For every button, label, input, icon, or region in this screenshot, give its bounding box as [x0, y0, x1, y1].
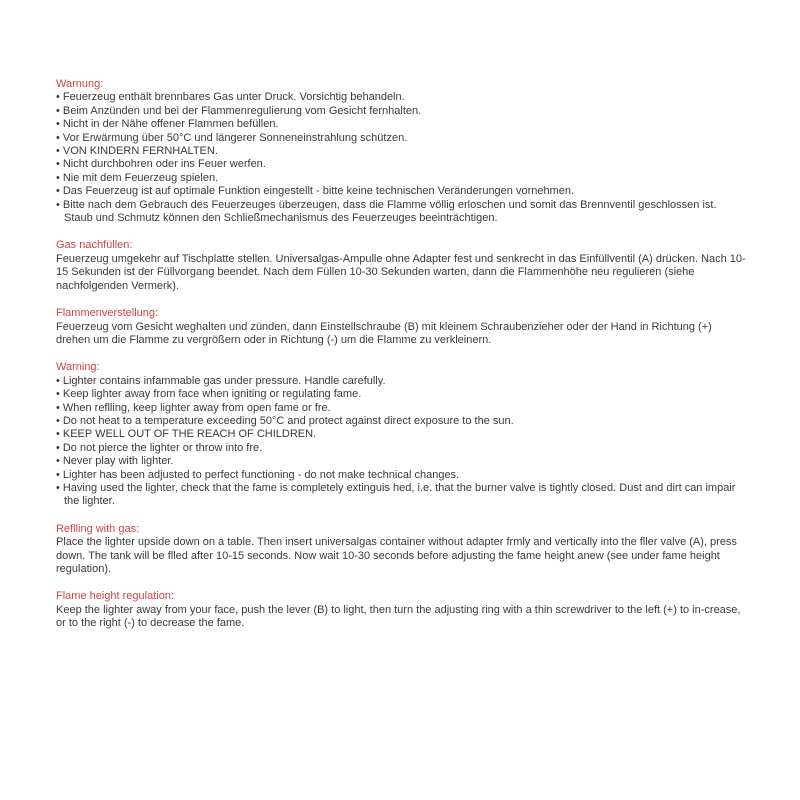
bullet-glyph: • [56, 118, 60, 131]
bullet-glyph: • [56, 481, 60, 494]
bullet-item [56, 482, 748, 509]
bullet-text: Do not heat to a temperature exceeding 50°C and protect against direct exposure to the sun. [62, 414, 514, 427]
section-heading: Warning: [56, 361, 100, 374]
bullet-text: Having used the lighter, check that the fame is completely extinguis hed, i.e. that the burner valve is tightly closed. Dust and dirt can impair the lighter. [62, 481, 736, 508]
bullet-text: Keep lighter away from face when igniting or regulating fame. [62, 388, 362, 401]
section-warnung-de [56, 78, 748, 225]
bullet-item [56, 455, 748, 468]
bullet-text: Nicht durchbohren oder ins Feuer werfen. [62, 158, 266, 171]
bullet-item [56, 145, 748, 158]
bullet-glyph: • [56, 388, 60, 401]
bullet-glyph: • [56, 91, 60, 104]
bullet-glyph: • [56, 468, 60, 481]
bullet-item [56, 428, 748, 441]
bullet-text: Bitte nach dem Gebrauch des Feuerzeuges überzeugen, dass die Flamme völlig erloschen und somit das Brennventil geschlossen ist. Staub und Schmutz können den Schließmechanismus des Feuerzeuges beeinträchtigen. [62, 198, 717, 225]
section-gas-nachfuellen [56, 239, 748, 293]
bullet-text: Nicht in der Nähe offener Flammen befüllen. [62, 118, 279, 131]
bullet-text: Nie mit dem Feuerzeug spielen. [62, 171, 219, 184]
bullet-item [56, 118, 748, 131]
bullet-glyph: • [56, 441, 60, 454]
bullet-glyph: • [56, 455, 60, 468]
bullet-text: Das Feuerzeug ist auf optimale Funktion eingestellt - bitte keine technischen Veränderungen vornehmen. [62, 185, 575, 198]
bullet-glyph: • [56, 198, 60, 211]
bullet-glyph: • [56, 185, 60, 198]
bullet-item [56, 91, 748, 104]
section-paragraph: Feuerzeug umgekehr auf Tischplatte stellen. Universalgas-Ampulle ohne Adapter fest und senkrecht in das Einfüllventil (A) drücken. Nach 10-15 Sekunden ist der Füllvorgang beendet. Nach dem Füllen 10-30 Sekunden warten, dann die Flammenhöhe neu regulieren (siehe nachfolgenden Vermerk). [56, 252, 746, 292]
bullet-item [56, 388, 748, 401]
bullet-item [56, 402, 748, 415]
bullet-text: Feuerzeug enthält brennbares Gas unter Druck. Vorsichtig behandeln. [62, 91, 405, 104]
bullet-text: Beim Anzünden und bei der Flammenregulierung vom Gesicht fernhalten. [62, 104, 422, 117]
bullet-item [56, 442, 748, 455]
section-flame-height-regulation [56, 590, 748, 630]
bullet-text: When reflling, keep lighter away from open fame or fre. [62, 401, 331, 414]
bullet-text: Vor Erwärmung über 50°C und längerer Sonneneinstrahlung schützen. [62, 131, 408, 144]
bullet-item [56, 199, 748, 226]
section-paragraph: Feuerzeug vom Gesicht weghalten und zünden, dann Einstellschraube (B) mit kleinem Schraubenzieher oder der Hand in Richtung (+) drehen um die Flamme zu vergrößern oder in Richtung (-) um die Flamme zu verkleinern. [56, 320, 712, 346]
bullet-glyph: • [56, 414, 60, 427]
section-heading: Flammenverstellung: [56, 307, 159, 320]
section-paragraph: Keep the lighter away from your face, push the lever (B) to light, then turn the adjusting ring with a thin screwdriver to the left (+) to in-crease, or to the right (-) to decrease the fame. [56, 603, 741, 630]
bullet-text: Do not pierce the lighter or throw into fre. [62, 441, 263, 454]
section-heading: Flame height regulation: [56, 590, 175, 603]
section-heading: Gas nachfüllen: [56, 239, 133, 252]
section-flammenverstellung [56, 307, 748, 347]
bullet-item [56, 158, 748, 171]
bullet-text: KEEP WELL OUT OF THE REACH OF CHILDREN. [62, 428, 317, 441]
bullet-item [56, 469, 748, 482]
bullet-glyph: • [56, 171, 60, 184]
section-heading: Reflling with gas: [56, 522, 140, 535]
bullet-glyph: • [56, 401, 60, 414]
bullet-glyph: • [56, 104, 60, 117]
section-refilling-with-gas [56, 523, 748, 577]
bullet-item [56, 172, 748, 185]
bullet-text: VON KINDERN FERNHALTEN. [62, 145, 218, 158]
section-heading: Warnung: [56, 78, 104, 90]
bullet-text: Never play with lighter. [62, 455, 174, 468]
bullet-glyph: • [56, 158, 60, 171]
bullet-item [56, 132, 748, 145]
bullet-glyph: • [56, 428, 60, 441]
bullet-glyph: • [56, 131, 60, 144]
bullet-text: Lighter has been adjusted to perfect functioning - do not make technical changes. [62, 468, 460, 481]
bullet-item [56, 415, 748, 428]
bullet-item [56, 375, 748, 388]
bullet-glyph: • [56, 145, 60, 158]
section-warning-en [56, 361, 748, 508]
bullet-glyph: • [56, 374, 60, 387]
bullet-item [56, 105, 748, 118]
section-paragraph: Place the lighter upside down on a table. Then insert universalgas container without adapter frmly and vertically into the fller valve (A), press down. The tank will be flled after 10-15 seconds. Now wait 10-30 seconds before adjusting the fame height anew (see under fame height regulation). [56, 536, 737, 575]
bullet-item [56, 185, 748, 198]
bullet-text: Lighter contains infammable gas under pressure. Handle carefully. [62, 374, 386, 387]
instruction-sheet [56, 78, 748, 631]
